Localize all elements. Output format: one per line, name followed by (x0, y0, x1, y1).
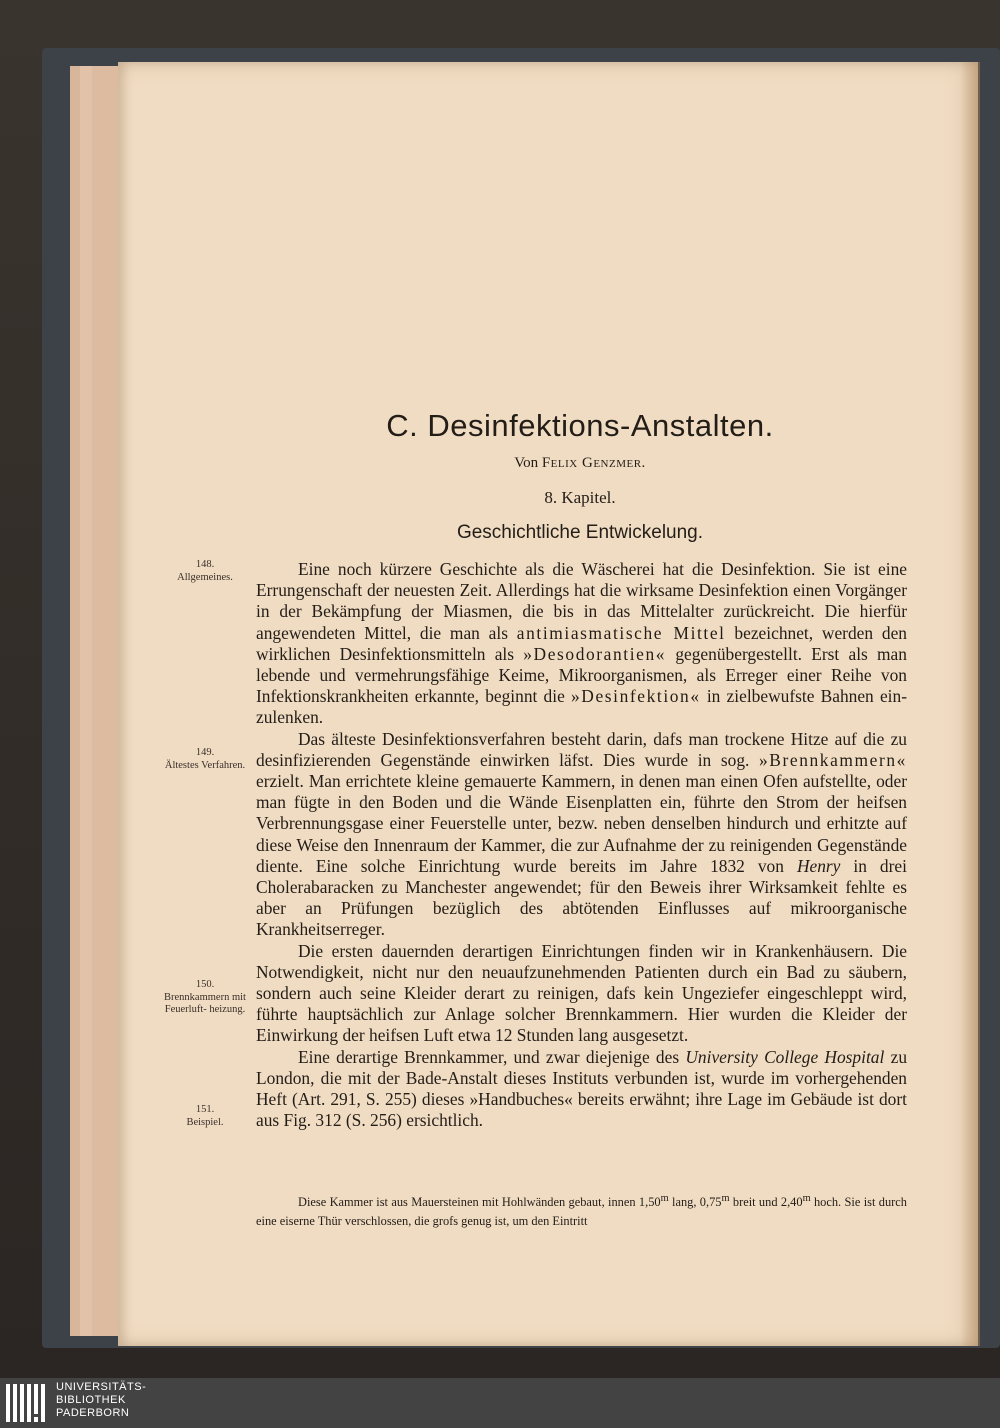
unit-superscript: m (802, 1193, 811, 1204)
library-name-line: PADERBORN (56, 1407, 130, 1419)
text-run: gegenübergestellt. Erst als man lebende und vermehrungsfähige Keime, Mikroorganismen, als Erreger einer Reihe von Infektionskrankheiten erkannte, beginnt die (256, 643, 907, 707)
text-run: Diese Kammer ist aus Mauersteinen mit Hohlwänden gebaut, innen 1,50 (298, 1195, 661, 1210)
text-run: in zielbewufste Bahnen einzulenken. (256, 686, 907, 728)
marginal-number: 148. (195, 559, 215, 570)
unit-superscript: m (660, 1193, 669, 1204)
marginal-note-149 (160, 747, 250, 772)
marginal-number: 149. (195, 747, 215, 758)
text-run: Eine derartige Brennkammer, und zwar diejenige des (298, 1046, 680, 1067)
marginal-note-151 (160, 1104, 250, 1129)
marginal-label: Beispiel. (186, 1116, 224, 1128)
body-text (256, 559, 907, 1131)
emphasis-spaced: antimiasmatische Mittel (516, 622, 726, 643)
emphasis-spaced: »Desinfektion« (571, 686, 701, 707)
paragraph-150: Die ersten dauernden derartigen Einrichtungen finden wir in Krankenhäusern. Die Notwendigkeit, nicht nur den neuaufzunehmenden Patienten durch ein Bad zu säubern, sondern auch seine Kleider derart zu reinigen, dafs kein Ungeziefer eingeschleppt wird, führte hauptsächlich zur Anlage solcher Brennkammern. Hier wurden die Kleider der Einwirkung der heifsen Luft etwa 12 Stunden lang ausgesetzt. (256, 940, 907, 1046)
text-run: zu London, die mit der Bade-Anstalt dieses Instituts verbunden ist, wurde im vorhergehenden Heft (Art. 291, S. 255) dieses »Handbuches« bereits erwähnt; ihre Lage im Gebäude ist dort aus Fig. 312 (S. 256) ersichtlich. (256, 1046, 908, 1131)
paragraph-149 (256, 729, 907, 941)
unit-superscript: m (721, 1193, 730, 1204)
paragraph-151 (256, 1047, 907, 1132)
marginal-label: Allgemeines. (177, 571, 233, 583)
text-run: Eine noch kürzere Geschichte als die Wäscherei hat die Desinfektion. Sie ist eine Errungenschaft der neuesten Zeit. Allerdings hat die wirksame Desinfektion einen Vorgänger in der Bekämpfung der Miasmen, die bis in das Mittelalter zurückreicht. Die hierfür angewendeten Mittel, die man als (256, 559, 907, 643)
author-name: Felix Genzmer. (541, 455, 646, 471)
chapter-number: 8. Kapitel. (544, 488, 616, 507)
text-run: Das älteste Desinfektionsverfahren besteht darin, dafs man trockene Hitze auf die zu desinfizierenden Gegenstände einwirken läfst. Dies wurde in sog. (256, 728, 907, 770)
emphasis-spaced: »Desodorantien« (523, 643, 667, 664)
library-name (56, 1381, 146, 1420)
paragraph-148 (256, 559, 907, 729)
emphasis-italic: University College Hospital (685, 1046, 885, 1067)
marginal-number: 150. (195, 979, 215, 990)
author-line (330, 455, 830, 472)
text-run: breit und 2,40 (732, 1195, 803, 1210)
section-title: C. Desinfektions-Anstalten. (386, 408, 774, 443)
emphasis-italic: Henry (796, 855, 841, 876)
marginal-note-150 (157, 979, 253, 1017)
library-name-line: UNIVERSITÄTS- (56, 1381, 147, 1393)
text-run: hoch. Sie ist durch eine eiserne Thür verschlossen, die grofs genug ist, um den Eintritt (256, 1195, 907, 1229)
library-name-line: BIBLIOTHEK (56, 1394, 126, 1406)
chapter-title: Geschichtliche Entwickelung. (456, 522, 704, 543)
text-run: lang, 0,75 (672, 1195, 722, 1210)
marginal-label: Brennkammern mit Feuerluft- heizung. (164, 991, 246, 1015)
emphasis-spaced: »Brennkammern« (759, 749, 907, 770)
marginal-number: 151. (195, 1104, 215, 1115)
marginal-note-148 (160, 559, 250, 584)
author-prefix: Von (514, 455, 539, 471)
small-print-note (256, 1189, 907, 1231)
text-run: erzielt. Man errichtete kleine gemauerte Kammern, in denen man einen Ofen aufstellte, oder man fügte in den Boden und die Wände Eisenplatten ein, führte den Strom der heifsen Verbrennungsgase einer Feuerstelle unter, bezw. neben denselben hindurch und erhitzte auf diese Weise den Innenraum der Kammer, die zur Aufnahme der zu reinigenden Gegenstände diente. Eine solche Einrichtung wurde bereits im Jahre 1832 von (256, 771, 907, 876)
text-run: in drei Cholerabaracken zu Manchester angewendet; für den Beweis ihrer Wirksamkeit fehlte es aber an Prüfungen bezüglich des abtötenden Einflusses auf mikroorganische Krankheitserreger. (256, 855, 907, 940)
marginal-label: Ältestes Verfahren. (164, 759, 246, 771)
library-logo-icon (6, 1382, 50, 1424)
text-run: bezeichnet, werden den wirklichen Desinfektionsmitteln als (256, 622, 907, 664)
library-footer (0, 1378, 1000, 1428)
